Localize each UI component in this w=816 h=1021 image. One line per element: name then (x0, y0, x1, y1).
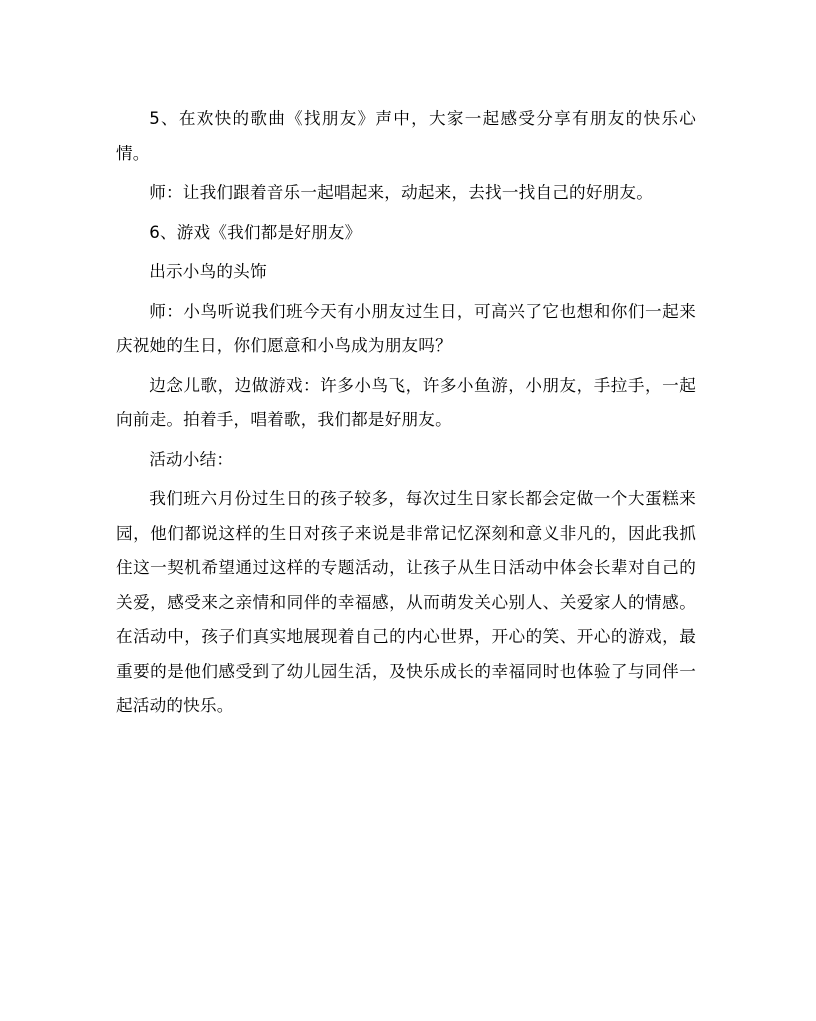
paragraph-game-title: 6、游戏《我们都是好朋友》 (149, 222, 362, 242)
paragraph-summary-body: 我们班六月份过生日的孩子较多，每次过生日家长都会定做一个大蛋糕来园，他们都说这样的生日对孩子来说是非常记忆深刻和意义非凡的，因此我抓住这一契机希望通过这样的专题活动，让孩子从生日活动中体会长辈对自己的关爱，感受来之亲情和同伴的幸福感，从而萌发关心别人、关爱家人的情感。在活动中，孩子们真实地展现着自己的内心世界，开心的笑、开心的游戏，最重要的是他们感受到了幼儿园生活，及快乐成长的幸福同时也体验了与同伴一起活动的快乐。 (116, 489, 696, 715)
paragraph-summary-heading: 活动小结： (149, 449, 234, 469)
paragraph-teacher-bird: 师：小鸟听说我们班今天有小朋友过生日，可高兴了它也想和你们一起来庆祝她的生日，你们愿意和小鸟成为朋友吗？ (116, 301, 696, 355)
paragraph-teacher-sing: 师：让我们跟着音乐一起唱起来，动起来，去找一找自己的好朋友。 (149, 183, 653, 202)
document-body (116, 102, 696, 724)
paragraph-bird-headwear: 出示小鸟的头饰 (149, 262, 267, 281)
paragraph-song-activity: 5、在欢快的歌曲《找朋友》声中，大家一起感受分享有朋友的快乐心情。 (116, 109, 696, 163)
paragraph-rhyme-game: 边念儿歌，边做游戏：许多小鸟飞，许多小鱼游，小朋友，手拉手，一起向前走。拍着手，唱着歌，我们都是好朋友。 (116, 375, 696, 429)
